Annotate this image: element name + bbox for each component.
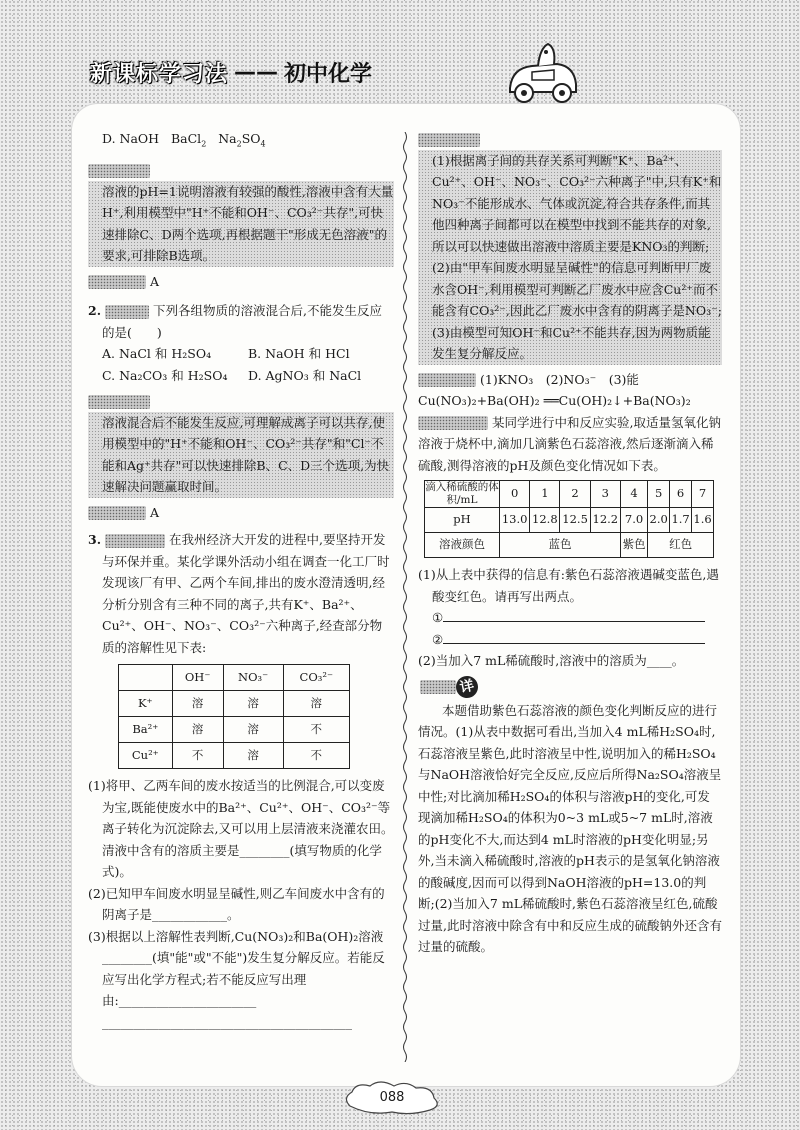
page-number: 088: [379, 1090, 405, 1105]
question-3-sub-1: (1)将甲、乙两车间的废水按适当的比例混合,可以变废为宝,既能使废水中的Ba²⁺、Cu²⁺、OH⁻、CO₃²⁻等离子转化为沉淀除去,又可以用上层清液来浇灌农田。清液中含有的溶质主要是________(填写物质的化学式)。: [88, 778, 394, 879]
answer-tag: [418, 373, 476, 387]
detailed-explanation-badge: 详: [454, 673, 480, 699]
option-a: A. NaCl 和 H₂SO₄: [102, 346, 212, 361]
question-3: 3. 在我州经济大开发的进程中,要坚持开发与环保并重。某化学课外活动小组在调查一化工厂时发现该厂有甲、乙两个车间,排出的废水澄清透明,经分析分别含有三种不同的离子,共有K⁺、Ba²⁺、Cu²⁺、OH⁻、NO₃⁻、CO₃²⁻六种离子,经查部分物质的溶解性见下表:: [88, 532, 390, 655]
left-column: [88, 128, 394, 1033]
explanation-tag: [88, 395, 150, 409]
blank-2: ②: [418, 629, 722, 651]
option-d: D. AgNO₃ 和 NaCl: [248, 367, 362, 383]
question-4-sub-1: (1)从上表中获得的信息有:紫色石蕊溶液遇碱变蓝色,遇酸变红色。请再写出两点。: [418, 567, 719, 604]
brand-title: 新课标学习法: [90, 61, 229, 87]
answer-2: A: [149, 504, 160, 520]
question-4: 某同学进行中和反应实验,取适量氢氧化钠溶液于烧杯中,滴加几滴紫色石蕊溶液,然后逐渐滴入稀硫酸,测得溶液的pH及颜色变化情况如下表。: [418, 414, 721, 473]
question-2-options-ab: [88, 343, 394, 365]
blank-1: ①: [418, 607, 722, 629]
question-4-sub-2: (2)当加入7 mL稀硫酸时,溶液中的溶质为____。: [418, 653, 685, 668]
explanation-3: (1)根据离子间的共存关系可判断"K⁺、Ba²⁺、Cu²⁺、OH⁻、NO₃⁻、CO₃²⁻六种离子"中,只有K⁺和NO₃⁻不能形成水、气体或沉淀,符合共存条件,而其他四种离子间都可以在模型中找到不能共存的对象,所以可以快速做出溶液中溶质主要是KNO₃的判断;(2)由"甲车间废水明显呈碱性"的信息可判断甲厂废水含OH⁻,利用模型可判断乙厂废水中应含Cu²⁺而不能含有CO₃²⁻,因此乙厂废水中含有的阴离子是NO₃⁻;(3)由模型可知OH⁻和Cu²⁺不能共存,因为两物质能发生复分解反应。: [418, 150, 722, 365]
question-2: 2. 下列各组物质的溶液混合后,不能发生反应的是( ): [88, 303, 383, 340]
answer-tag: [88, 506, 146, 520]
option-c: C. Na₂CO₃ 和 H₂SO₄: [102, 367, 228, 383]
explanation-4: 本题借助紫色石蕊溶液的颜色变化判断反应的进行情况。(1)从表中数据可看出,当加入4 mL稀H₂SO₄时,石蕊溶液呈紫色,此时溶液呈中性,说明加入的稀H₂SO₄与NaOH溶液恰好完全反应,反应后所得Na₂SO₄溶液呈中性;对比滴加稀H₂SO₄的体积与溶液pH的变化,可发现滴加稀H₂SO₄的体积为0~3 mL或5~7 mL时,溶液的pH变化不大,而达到4 mL时溶液的pH变化明显;另外,当未滴入稀硫酸时,溶液的pH表示的是氢氧化钠溶液的酸碱度,因而可以得到NaOH溶液的pH=13.0的判断;(2)当加入7 mL稀硫酸时,紫色石蕊溶液呈红色,硫酸过量,此时溶液中除含有中和反应生成的硫酸钠外还含有过量的硫酸。: [418, 702, 722, 954]
question-3-sub-2: (2)已知甲车间废水明显呈碱性,则乙车间废水中含有的阴离子是____________。: [88, 885, 385, 922]
solubility-table: OH⁻ NO₃⁻ CO₃²⁻ K⁺ 溶 溶 溶 Ba²⁺ 溶 溶 不 Cu²⁺ 不 溶 不: [118, 664, 350, 769]
header-dash: ——: [234, 59, 279, 85]
explanation-2: 溶液混合后不能发生反应,可理解成离子可以共存,使用模型中的"H⁺不能和OH⁻、CO₃²⁻共存"和"Cl⁻不能和Ag⁺共存"可以快速排除B、C、D三个选项,为快速解决问题赢取时间。: [88, 412, 394, 498]
ph-table: 滴入稀硫酸的体积/mL 0 1 2 3 4 5 6 7 pH 13.0 12.8 12.5 12.2 7.0 2.0 1.7 1.6 溶液颜色 蓝色 紫色 红色: [424, 480, 714, 558]
explanation-tag: [88, 164, 150, 178]
subject-title: 初中化学: [284, 61, 373, 87]
page-header: [90, 56, 372, 88]
explanation-tag: [418, 133, 480, 147]
right-column: [418, 128, 722, 958]
answer-1: A: [149, 273, 160, 289]
question-2-options-cd: [88, 365, 394, 387]
question-3-sub-3: (3)根据以上溶解性表判断,Cu(NO₃)₂和Ba(OH)₂溶液________(填"能"或"不能")发生复分解反应。若能反应写出化学方程式;若不能反应写出理由:______________________: [88, 928, 385, 1008]
answer-tag: [88, 275, 146, 289]
explanation-1: 溶液的pH=1说明溶液有较强的酸性,溶液中含有大量H⁺,利用模型中"H⁺不能和OH⁻、CO₃²⁻共存",可快速排除C、D两个选项,再根据题干"形成无色溶液"的要求,可排除B选项。: [88, 181, 394, 267]
answer-3: (1)KNO₃ (2)NO₃⁻ (3)能: [479, 371, 639, 387]
answer-3-equation: Cu(NO₃)₂+Ba(OH)₂ ══Cu(OH)₂↓+Ba(NO₃)₂: [418, 393, 691, 408]
cartoon-car-illustration: [502, 38, 584, 108]
answer-line: ________________________________________: [102, 1014, 352, 1030]
column-divider: [402, 132, 408, 1062]
option-b: B. NaOH 和 HCl: [248, 346, 350, 361]
option-d-line: D. NaOH BaCl$_2$ $Na_2SO_4$: [102, 131, 266, 149]
